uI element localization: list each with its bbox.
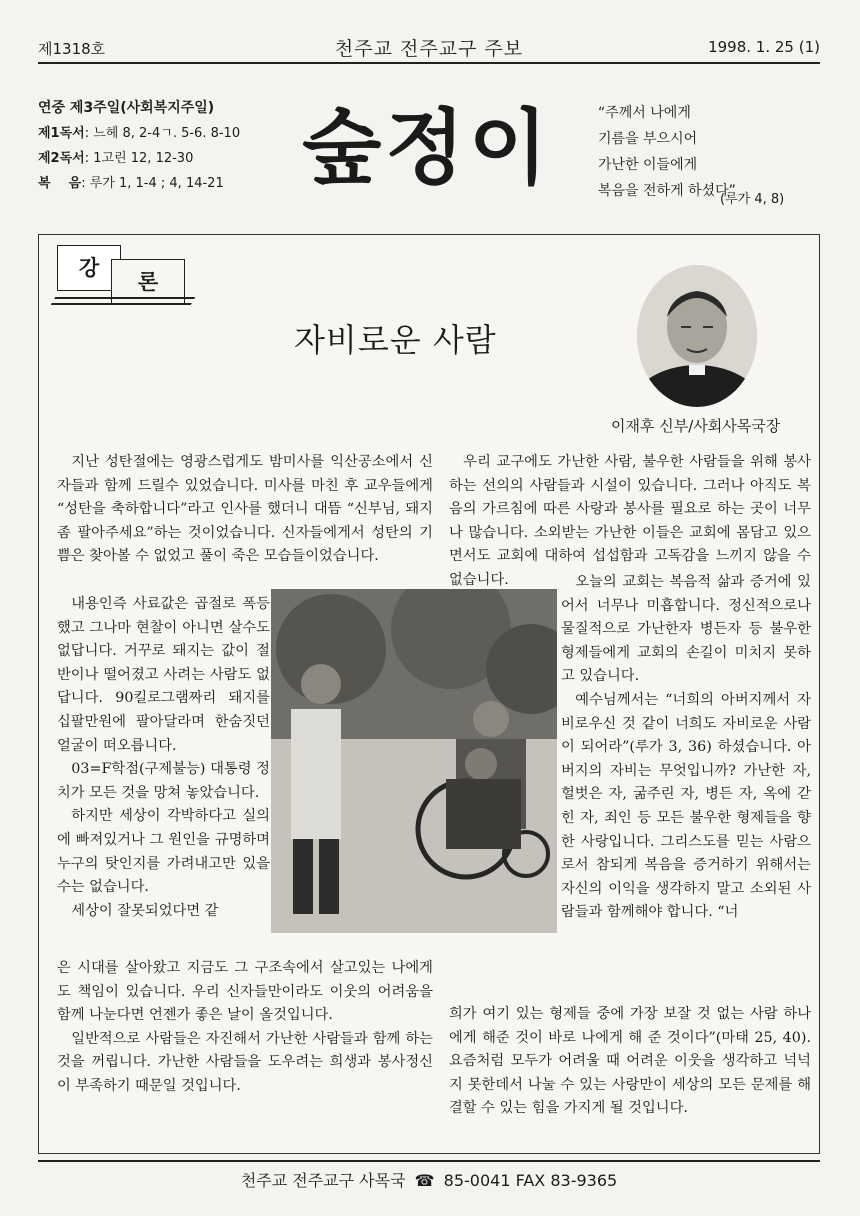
issue-number: 제1318호 — [38, 40, 106, 58]
paragraph: 희가 여기 있는 형제들 중에 가장 보잘 것 없는 사람 하나에게 해준 것이 바로 나에게 해 준 것이다”(마태 25, 40). 요즘처럼 모두가 어려울 때 어려운 이웃을 생각하고 넉넉지 못한데서 나눌 수 있는 사랑만이 세상의 모든 문제를 해결할 수 있는 힘을 가지게 될 것입니다. — [449, 1006, 811, 1117]
paragraph: 내용인즉 사료값은 곱절로 폭등했고 그나마 현찰이 아니면 살수도 없답니다. 거꾸로 돼지는 값이 절반이나 떨어졌고 사려는 사람도 없답니다. 90킬로그램짜리 돼지를 십팔만원에 팔아달라며 한숨짓던 얼굴이 떠오릅니다. — [57, 596, 270, 754]
quote-line: 기름을 부으시어 — [598, 131, 698, 147]
paragraph: 지난 성탄절에는 영광스럽게도 밤미사를 익산공소에서 신자들과 함께 드릴수 있었습니다. 미사를 마친 후 교우들에게 “성탄을 축하합니다”라고 인사를 했더니 대뜸 “신부님, 돼지좀 팔아주세요”하는 것이었습니다. 신자들에게서 성탄의 기쁨은 찾아볼 수 없었고 풀이 죽은 모습들이었습니다. — [57, 454, 433, 565]
reading-label: 제2독서 — [38, 151, 85, 166]
paragraph: 은 시대를 살아왔고 지금도 그 구조속에서 살고있는 나에게도 책임이 있습니다. 우리 신자들만이라도 이웃의 어려움을 함께 나눈다면 언젠가 좋은 날이 올것입니다. — [57, 960, 433, 1024]
homily-article — [38, 234, 820, 1154]
quote-line: 복음을 전하게 하셨다” — [598, 183, 736, 199]
paragraph: 일반적으로 사람들은 자진해서 가난한 사람들과 함께 하는 것을 꺼립니다. 가난한 사람들을 도우려는 희생과 봉사정신이 부족하기 때문일 것입니다. — [57, 1030, 433, 1094]
section-badge-first: 강 — [57, 245, 121, 291]
header-quote — [598, 100, 828, 204]
page-header — [38, 34, 820, 64]
quote-line: 가난한 이들에게 — [598, 157, 698, 173]
paragraph: 03=F학점(구제불능) 대통령 정치가 모든 것을 망쳐 놓았습니다. — [57, 761, 270, 801]
liturgy-info — [38, 96, 278, 196]
reading-2 — [38, 146, 278, 171]
author-portrait — [637, 265, 757, 407]
paragraph: 오늘의 교회는 복음적 삶과 증거에 있어서 너무나 미흡합니다. 정신적으로나 물질적으로 가난한자 병든자 등 불우한 형제들에게 교회의 손길이 미치지 못하고 있습니다. — [561, 574, 811, 685]
issue-date: 1998. 1. 25 (1) — [708, 38, 820, 56]
reading-text: : 느헤 8, 2-4ㄱ. 5-6. 8-10 — [84, 126, 241, 141]
reading-label: 제1독서 — [38, 126, 85, 141]
article-column-1-bottom — [57, 957, 433, 1099]
reading-gospel — [38, 171, 278, 196]
article-title: 자비로운 사람 — [294, 321, 497, 359]
article-column-1-top — [57, 451, 433, 569]
liturgical-week: 연중 제3주일(사회복지주일) — [38, 100, 215, 116]
paragraph: 하지만 세상이 각박하다고 실의에 빠져있거나 그 원인을 규명하며 누구의 탓인지를 가려내고만 있을수는 없습니다. — [57, 808, 270, 896]
reading-text: : 1고린 12, 12-30 — [84, 151, 194, 166]
paragraph: 우리 교구에도 가난한 사람, 불우한 사람들을 위해 봉사하는 선의의 사람들과 시설이 있습니다. 그러나 아직도 복음의 가르침에 따른 사랑과 봉사를 필요로 하는 곳이 너무나 많습니다. 소외받는 가난한 이들은 교회에 몸담고 있으면서도 교회에 대하여 섭섭함과 고독감을 느끼지 않을 수 없습니다. — [449, 454, 811, 588]
phone-icon: ☎ — [414, 1171, 435, 1190]
publication-name: 천주교 전주교구 주보 — [334, 38, 524, 60]
article-column-1-side — [57, 593, 270, 923]
office-contact: 85-0041 FAX 83-9365 — [443, 1171, 618, 1190]
paragraph: 세상이 잘못되었다면 같 — [71, 902, 219, 919]
office-name: 천주교 전주교구 사목국 — [240, 1171, 406, 1190]
paragraph: 예수님께서는 “너희의 아버지께서 자비로우신 것 같이 너희도 자비로운 사람이 되어라”(루가 3, 36) 하셨습니다. 아버지의 자비는 무엇입니까? 가난한 자, 헐벗은 자, 굶주린 자, 병든 자, 옥에 갇힌 자, 죄인 등 모든 불우한 형제들을 향한 사랑입니다. 그리스도를 믿는 사람으로서 참되게 복음을 증거하기 위해서는 자신의 이익을 생각하지 말고 소외된 사람들과 함께해야 합니다. “너 — [561, 691, 811, 921]
reading-label: 복 음 — [38, 176, 82, 191]
reading-1 — [38, 121, 278, 146]
badge-underline — [51, 297, 196, 305]
quote-reference: (루가 4, 8) — [720, 192, 785, 207]
section-badge-second: 론 — [111, 259, 185, 305]
page-footer — [38, 1160, 820, 1192]
quote-line: “주께서 나에게 — [598, 105, 691, 121]
reading-text: : 루가 1, 1-4 ; 4, 14-21 — [81, 176, 224, 191]
article-column-2-bottom — [449, 1003, 811, 1121]
masthead-title: 숲정이 — [302, 100, 552, 196]
masthead-logo — [262, 102, 592, 194]
article-photo — [271, 589, 557, 933]
article-column-2-side — [561, 571, 811, 925]
author-byline: 이재후 신부/사회사목국장 — [611, 417, 781, 435]
